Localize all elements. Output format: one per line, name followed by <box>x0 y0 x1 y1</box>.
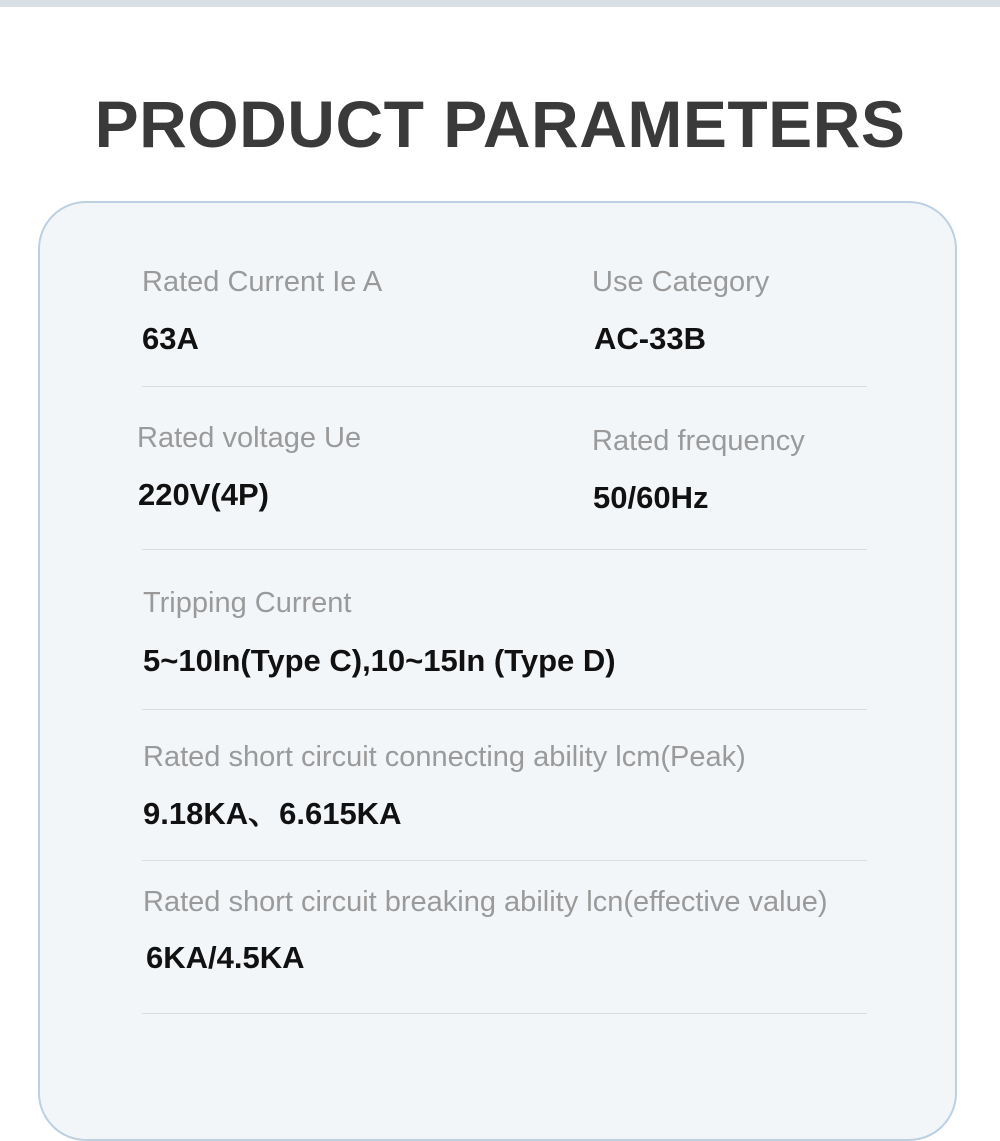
divider <box>142 549 867 550</box>
rated-voltage-label: Rated voltage Ue <box>137 422 362 454</box>
rated-current-value: 63A <box>142 321 199 356</box>
tripping-current-value: 5~10In(Type C),10~15In (Type D) <box>143 643 616 678</box>
use-category-label: Use Category <box>592 266 770 298</box>
tripping-current-label: Tripping Current <box>143 587 352 619</box>
connecting-ability-label: Rated short circuit connecting ability lcm(Peak) <box>143 741 746 773</box>
divider <box>142 1013 867 1014</box>
page-title: PRODUCT PARAMETERS <box>94 87 906 161</box>
breaking-ability-value: 6KA/4.5KA <box>146 940 305 975</box>
divider <box>142 386 867 387</box>
divider <box>142 860 867 861</box>
top-strip <box>0 0 1000 7</box>
use-category-value: AC-33B <box>594 321 706 356</box>
divider <box>142 709 867 710</box>
breaking-ability-label: Rated short circuit breaking ability lcn(effective value) <box>143 886 828 918</box>
rated-frequency-label: Rated frequency <box>592 425 805 457</box>
rated-current-label: Rated Current Ie A <box>142 266 383 298</box>
rated-voltage-value: 220V(4P) <box>138 477 269 512</box>
connecting-ability-value: 9.18KA、6.615KA <box>143 796 402 831</box>
rated-frequency-value: 50/60Hz <box>593 480 709 515</box>
